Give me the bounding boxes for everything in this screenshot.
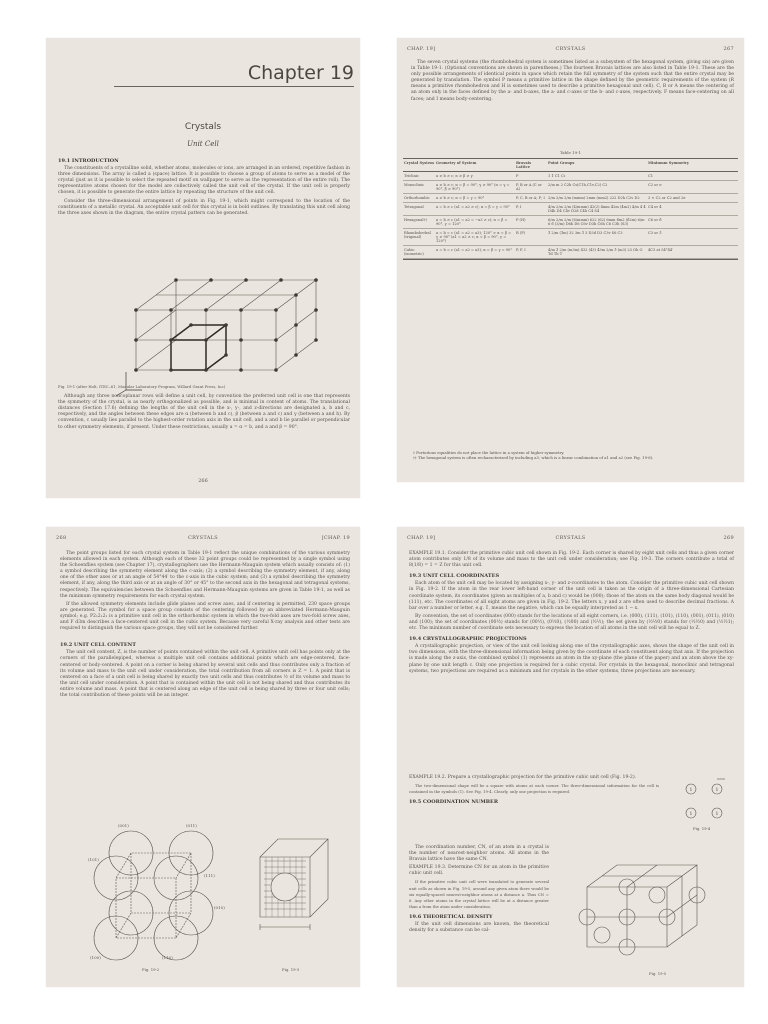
chapter-title: Chapter 19 (114, 62, 354, 87)
table-cell: P (H) (516, 218, 526, 222)
section-subtitle: Unit Cell (187, 140, 219, 148)
table-header-cell: Bravais Lattice (516, 161, 532, 169)
table-cell: a = b ≠ c (a1 = a2 = −a3 ≠ c); α = β = 90°, γ = 120° (436, 218, 508, 226)
table-cell: Cubic (isometric) (404, 248, 424, 256)
coord-label: (010) (214, 905, 225, 910)
example-text: EXAMPLE 19.1. Consider the primitive cubic unit cell shown in Fig. 19-2. Each corner is shared by eight unit cells and thus a given corner atom contributes only 1/8 of its volume and mass to the unit cell under consideration; see Fig. 19-3. The corners contribute a total of 8(1/8) = 1 = Z for this unit cell. (409, 551, 734, 569)
header-page-number: 267 (723, 46, 734, 52)
table-cell: a ≠ b ≠ c; α ≠ β ≠ γ (436, 174, 473, 178)
header-title: CRYSTALS (188, 535, 218, 541)
table-cell: a ≠ b ≠ c; α = β = γ = 90° (436, 196, 485, 200)
crystal-system-table (403, 158, 738, 260)
header-page-number: 269 (723, 535, 734, 541)
paragraph: Each atom of the unit cell may be located by assigning x-, y- and z-coordinates to the atom. Consider the primitive cubic unit cell shown in Fig. 19-2. If the atom in the rear lower left-hand corner of the unit cell is taken as the origin of a three-dimensional Cartesian coordinate system, its coordinates (given as multiples of a, b and c) would be (000); those of the atom on the same body diagonal would be (111), etc. The coordinates of all eight atoms are given in Fig. 19-2. The letters x, y and z are often used to describe decimal fractions. A bar over a number or letter, e.g. 1̄, means the negative, which can be equally interpreted as 1 − x. (409, 581, 734, 611)
table-cell: C4 or 4̄ (648, 205, 662, 209)
table-cell: 2/m 2/m 2/m (mmm) 2mm (mm2) 222 D2h C2v D2 (548, 196, 640, 200)
figure-caption: Fig. 19-2 (142, 967, 160, 972)
table-cell: P, B or A (C or A) (516, 183, 542, 191)
heading-introduction: 19.1 INTRODUCTION (58, 158, 119, 164)
coord-label: (001) (118, 823, 129, 828)
example-text: If the primitive cubic unit cell were translated to generate several unit cells as shown in Fig. 19-5, around any given atom there would be six equally-spaced nearest-neighbor atoms at a distance a. Thus CN = 6. Any other atoms in the crystal lattice will be at a distance greater than a from the atom under consideration. (409, 879, 549, 909)
figure-19-5 (567, 847, 735, 967)
table-cell: Tetragonal (404, 205, 424, 209)
table-cell: Rhombohedral (trigonal) (404, 231, 431, 239)
table-cell: Hexagonal†† (404, 218, 428, 222)
table-cell: P (516, 174, 519, 178)
heading-coordination-number: 19.5 COORDINATION NUMBER (409, 799, 498, 806)
table-cell: a = b ≠ c (a1 = a2 ≠ c); α = β = γ = 90° (436, 205, 510, 209)
table-row (403, 229, 738, 246)
table-header-cell: Point Groups (548, 161, 575, 165)
table-cell: 4C3 at 54°44′ (648, 248, 673, 252)
table-cell: 4/m 2/m 2/m (4/mmm) 42(2) 4mm 4̄2m (4̄m2) 4/m 4 4̄ D4h D4 C4v D2d C4h C4 S4 (548, 205, 646, 213)
svg-text:1: 1 (689, 811, 693, 817)
heading-theoretical-density: 19.6 THEORETICAL DENSITY (409, 913, 493, 920)
table-cell: C2 or σ (648, 183, 662, 187)
heading-crystallographic-projections: 19.4 CRYSTALLOGRAPHIC PROJECTIONS (409, 636, 527, 643)
table-cell: 3 × C2 or C2 and 2σ (648, 196, 686, 200)
table-cell: Triclinic (404, 174, 420, 178)
paragraph: If the unit cell dimensions are known, the theoretical density for a substance can be cal- (409, 922, 549, 934)
figure-19-3 (250, 827, 340, 937)
page-266 (46, 38, 360, 498)
footnote: †† The hexagonal system is often recharacterized by including a3, which is a linear combination of a1 and a2 (see Fig. 19-6). (413, 455, 654, 460)
footnote: † Fortuitous equalities do not place the lattice in a system of higher symmetry. (413, 450, 565, 455)
table-cell: C3 or 3̄ (648, 231, 662, 235)
intro-text (58, 154, 350, 219)
paragraph: The coordination number, CN, of an atom in a crystal is the number of nearest-neighbor atoms. All atoms in the Bravais lattice have the same CN. (409, 845, 549, 863)
table-cell: Monoclinic (404, 183, 425, 187)
table-cell: P, I (516, 205, 522, 209)
table-cell: C6 or 6̄ (648, 218, 662, 222)
page-number: 266 (198, 478, 208, 484)
table-footnotes (413, 450, 728, 460)
table-cell: a ≠ b ≠ c; α = β = 90°, γ ≠ 90° (α = γ = 90°, β ≠ 90°) (436, 183, 510, 191)
paragraph: The point groups listed for each crystal system in Table 19-1 reflect the unique combinations of the various symmetry elements allowed in each system. Although each of these 32 point groups could be represented by a single symbol using the Schoenflies system (see Chapter 17), crystallographers use the Hermann-Mauguin system which usually consists of: (1) a symbol describing the symmetry element along the c-axis; (2) a symbol describing the symmetry element, if any, along one of the other axes or at an angle of 54°44′ to the c-axis in the cubic system; and (3) a symbol describing the symmetry element, if any, along the third axis or at an angle of 30° or 45° to the second axis in the hexagonal and tetragonal systems, respectively. The equivalencies between the Schoenflies and Hermann-Mauguin systems are given in Table 19-1, as well as the minimum symmetry requirements for each crystal system. (60, 551, 350, 599)
header-chapter: CHAP. 19] (407, 46, 436, 52)
figure-caption: Fig. 19-4 (693, 826, 711, 831)
paragraph: Consider the three-dimensional arrangement of points in Fig. 19-1, which might correspond to the location of the constituents of a metallic crystal. An acceptable unit cell for this crystal is in bold outlines. By translating this unit cell along the three axes shown in the diagram, the entire crystal pattern can be generated. (58, 198, 350, 216)
table-cell: a = b = c (a1 = a2 = a3); α = β = γ = 90° (436, 248, 513, 252)
page-269 (397, 527, 744, 987)
section-title: Crystals (184, 122, 222, 132)
header-chapter: CHAP. 19] (407, 535, 436, 541)
table-cell: 2/m m 2 C2h Cs(C1h,C1v,C2) C2 (548, 183, 608, 187)
table-header-cell: Geometry of System (436, 161, 477, 165)
table-header-row (403, 159, 738, 172)
coord-label: (110) (162, 955, 173, 960)
paragraph: Although any three noncoplanar rows will define a unit cell, by convention the preferred unit cell is one that represents the symmetry of the crystal, is as nearly orthogonalized as possible, and is minimal in content of atoms. The translational distances (Section 17.6) defining the lengths of the unit cell in the x-, y-, and z-directions are designated a, b and c, respectively, and the angles between these edges are α (between b and c), β (between a and c) and γ (between a and b). By convention, c usually lies parallel to the highest-order rotation axis in the unit cell, and a and b lie parallel or perpendicular to other symmetry elements, if present. Under these restrictions, usually a = α = b, and a and β = 90°. (58, 394, 350, 430)
table-row (403, 194, 738, 203)
table-cell: a = b = c (a1 = a2 = a3); 120° > α = β = γ ≠ 90° (a1 = a2 ≠ c; α = β = 90°, γ = 120°) (436, 231, 512, 243)
table-cell: 1 1̄ C1 Ci (548, 174, 565, 178)
figure-caption: Fig. 19-5 (649, 971, 667, 976)
table-cell: P, C, B or A; F; I (516, 196, 545, 200)
table-cell: P, F, I (516, 248, 526, 252)
header-title: CRYSTALS (555, 535, 586, 541)
example-text: The two-dimensional shape will be a square with atoms at each corner. The three-dimensional information for the cell is contained in the symbols (1). See Fig. 19-4. Clearly, only one projection is required. (409, 783, 659, 795)
table-cell: 6/m 2/m 2/m (6/mmm) 622 (62) 6mm 6̄m2 (6̄2m) 6/m 6 6̄ (3/m) D6h D6 C6v D3h C6h C6 C3h (S3) (548, 218, 645, 226)
table-row (403, 246, 738, 259)
table-row (403, 203, 738, 216)
table-row (403, 172, 738, 181)
example-text: EXAMPLE 19.3. Determine CN for an atom in the primitive cubic unit cell. (409, 865, 549, 877)
example-text: EXAMPLE 19.2. Prepare a crystallographic projection for the primitive cubic unit cell (Fig. 19-2). (409, 775, 637, 780)
coord-label: (100) (90, 955, 101, 960)
paragraph: A crystallographic projection, or view of the unit cell looking along one of the crystallographic axes, shows the shape of the unit cell in two dimensions, with the three-dimensional information being given by the coordinate of each constituent along that axis. If the projection is made along the z-axis, the combined symbol (1) represents an atom in the xy-plane (the plane of the paper) and an atom above the xy-plane by one unit length c. Only one projection is required for a cubic crystal. For crystals in the hexagonal, monoclinic and tetragonal systems, two projections are required as a minimum and for crystals in the other systems, three projections are necessary. (409, 644, 734, 674)
svg-text:1: 1 (689, 787, 693, 793)
coord-label: (101) (88, 857, 99, 862)
table-cell: 4/m 3̄ 2/m (m3m) 432 (43) 4̄3m 2/m 3̄ (m3) 23 Oh O Td Th T (548, 248, 643, 256)
paragraph: The unit cell content, Z, is the number of points contained within the unit cell. A primitive unit cell has points only at the corners of the parallelepiped, whereas a multiple unit cell contains additional points which are edge-centered, face-centered or body-centered. A point on a corner is being shared by several unit cells and thus contributes only a fraction of its volume and mass to the unit cell under consideration, the total contribution from all corners is Z = 1. A point that is centered on a face of a unit cell is being shared by exactly two unit cells and thus contributes ½ of its volume and mass to the unit cell under consideration. A point that is contained within the unit cell is not being shared and thus contributes its entire volume and mass. A point that is centered along an edge of the unit cell is being shared by three or four unit cells; the total contribution of these points will be an integer. (60, 650, 350, 698)
table-header-cell: Minimum Symmetry (648, 161, 690, 165)
paragraph: If the allowed symmetry elements include glide planes and screw axes, and if centering is permitted, 230 space groups are generated. The symbol for a space group consists of the centering followed by an abbreviated Hermann-Mauguin symbol; e.g. P2₁2₁2₁ is a primitive unit cell in the orthorhombic system in which the two-fold axes are two-fold screw axes, and F d3m describes a face-centered unit cell in the cubic system. Because very careful X-ray analysis and other tests are required to distinguish the various space groups, they will not be considered further. (60, 601, 350, 632)
lattice-figure (106, 260, 326, 396)
table-header-cell: Crystal System (404, 161, 434, 165)
table-row (403, 181, 738, 194)
figure-caption: Fig. 19-3 (282, 967, 300, 972)
page-267 (397, 38, 744, 482)
table-cell: 3̄ 2/m (3̄m) 32 3m 3̄ 3 D3d D3 C3v S6 C3 (548, 231, 623, 235)
heading-unit-cell-coordinates: 19.3 UNIT CELL COORDINATES (409, 573, 500, 580)
header-title: CRYSTALS (555, 46, 586, 52)
page-268 (46, 527, 360, 987)
table-cell: R (P) (516, 231, 526, 235)
table-title: Table 19-1 (559, 150, 582, 155)
figure-19-4 (679, 775, 729, 823)
coord-label: (111) (204, 873, 215, 878)
figure-19-2 (86, 813, 236, 963)
paragraph: By convention, the set of coordinates (000) stands for the locations of all eight corners, i.e. (000), (111), (101), (110), (001), (011), (010) and (100); the set of coordinates (00½) stands for (00½), (0½0), (½00) and (½½); the set given by (½½0) stands for (½½0) and (½½1); etc. The minimum number of coordinate sets necessary to express the location of all atoms in the unit cell will be equal to Z. (409, 613, 734, 632)
paragraph: The constituents of a crystalline solid, whether atoms, molecules or ions, are arranged in an ordered, repetitive fashion in three dimensions. The array is called a (space) lattice. It is possible to choose a group of atoms to serve as a model of the crystal (just as it is possible to select the repeated motif on wallpaper to serve as the representation of the entire roll). The representative atoms chosen for the model are collectively called the unit cell of the crystal. If the unit cell is properly chosen, it is possible to generate the entire lattice by repeating the structure of the unit cell. (58, 166, 350, 196)
table-row (403, 216, 738, 229)
coord-label: (011) (186, 823, 197, 828)
figure-caption: Fig. 19-1 (after Holt, ITEC–61, Modular Laboratory Program, Willard Grant Press, Inc) (58, 384, 226, 389)
svg-text:1: 1 (715, 787, 719, 793)
heading-unit-cell-content: 19.2 UNIT CELL CONTENT (60, 642, 136, 649)
header-page-number: 268 (56, 535, 67, 541)
header-chapter: [CHAP. 19 (321, 535, 350, 541)
table-cell: Orthorhombic (404, 196, 430, 200)
paragraph: The seven crystal systems (the rhombohedral system is sometimes listed as a subsystem of the hexagonal system, giving six) are given in Table 19-1. (Optional conventions are shown in parentheses.) The fourteen Bravais lattices are also listed in Table 19-1. These are the only possible arrangements of identical points in space which retain the full symmetry of the system such that the entire crystal may be generated by translation. The symbol P means a primitive lattice in the shape defined by the geometric requirements of the system (R means a primitive rhombohedron and H is sometimes used to describe a primitive hexagonal unit cell). C, B or A means the centering of an atom only in the faces defined by the a- and b-axes, the a- and c-axes or the b- and c-axes, respectively. F means face-centering on all faces; and I means body-centering. (411, 60, 734, 102)
table-cell: C1 (648, 174, 654, 178)
svg-text:1: 1 (715, 811, 719, 817)
